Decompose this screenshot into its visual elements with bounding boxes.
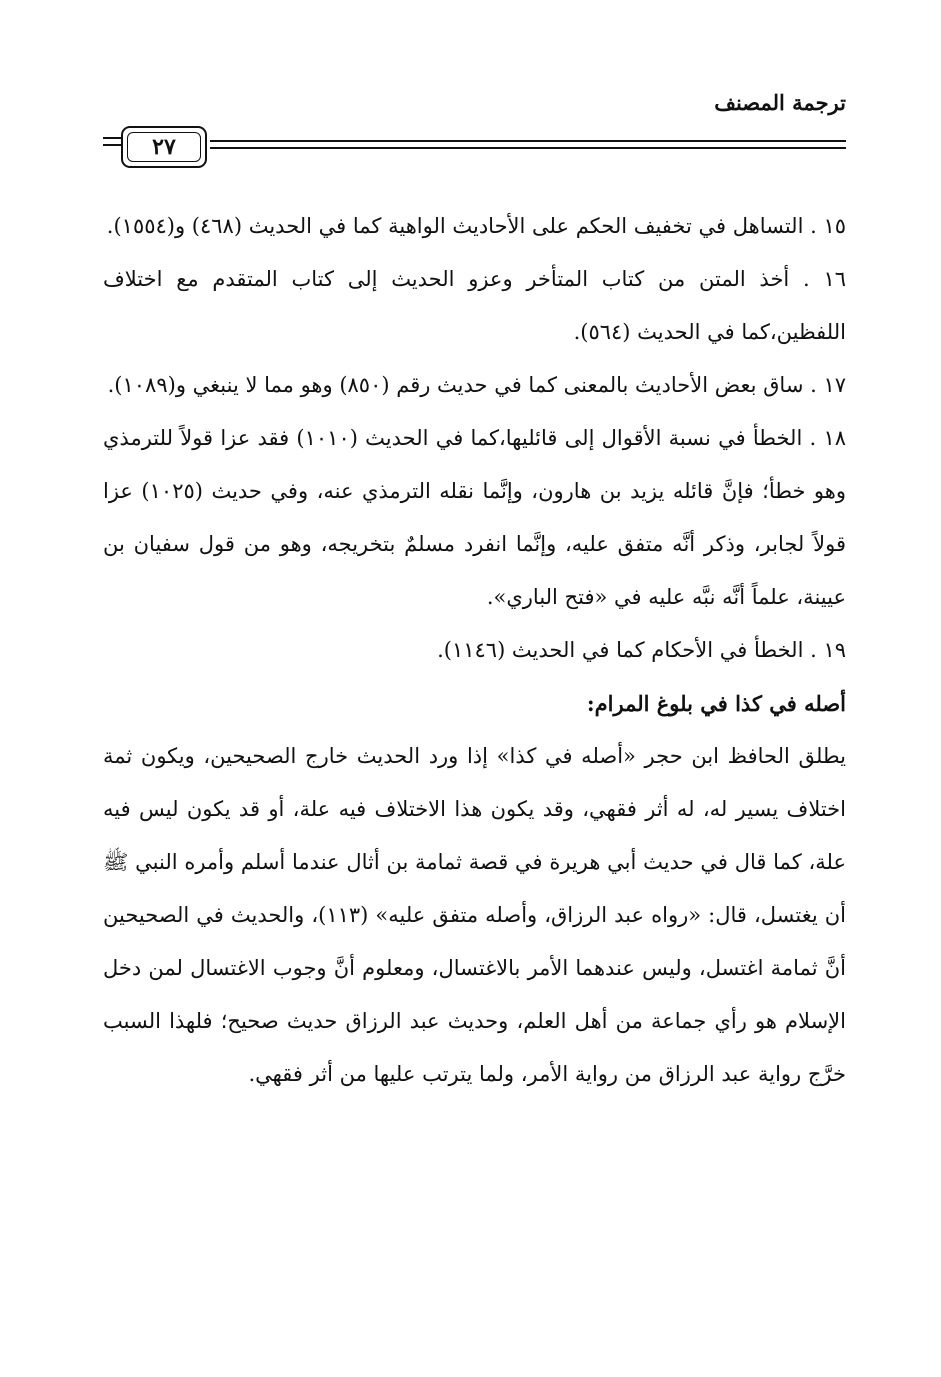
list-item-18: ١٨ . الخطأ في نسبة الأقوال إلى قائليها،كما في الحديث (١٠١٠) فقد عزا قولاً للترمذي وهو خطأ؛ فإنَّ قائله يزيد بن هارون، وإنَّما نقله الترمذي عنه، وفي حديث (١٠٢٥) عزا قولاً لجابر، وذكر أنَّه متفق عليه، وإنَّما انفرد مسلمٌ بتخريجه، وهو من قول سفيان بن عيينة، علماً أنَّه نبَّه عليه في «فتح الباري».: [103, 426, 846, 609]
list-item-16: ١٦ . أخذ المتن من كتاب المتأخر وعزو الحديث إلى كتاب المتقدم مع اختلاف اللفظين،كما في الحديث (٥٦٤).: [103, 267, 846, 344]
header-left-ornament: [103, 137, 121, 153]
section-paragraph: يطلق الحافظ ابن حجر «أصله في كذا» إذا ورد الحديث خارج الصحيحين، ويكون ثمة اختلاف يسير له، له أثر فقهي، وقد يكون هذا الاختلاف فيه علة، أو قد يكون ليس فيه علة، كما قال في حديث أبي هريرة في قصة ثمامة بن أثال عندما أسلم وأمره النبي ﷺ أن يغتسل، قال: «رواه عبد الرزاق، وأصله متفق عليه» (١١٣)، والحديث في الصحيحين أنَّ ثمامة اغتسل، وليس عندهما الأمر بالاغتسال، ومعلوم أنَّ وجوب الاغتسال لمن دخل الإسلام هو رأي جماعة من أهل العلم، وحديث عبد الرزاق حديث صحيح؛ فلهذا السبب خرَّج رواية عبد الرزاق من رواية الأمر، ولما يترتب عليها من أثر فقهي.: [103, 744, 846, 1086]
running-title: ترجمة المصنف: [714, 90, 846, 115]
page-number: ٢٧: [121, 126, 207, 168]
list-item-19: ١٩ . الخطأ في الأحكام كما في الحديث (١١٤٦).: [437, 638, 846, 662]
header-rule-top: [210, 140, 846, 142]
list-item-15: ١٥ . التساهل في تخفيف الحكم على الأحاديث الواهية كما في الحديث (٤٦٨) و(١٥٥٤).: [106, 214, 846, 238]
header-rule-bottom: [210, 147, 846, 149]
page-body: [103, 200, 846, 1101]
section-heading: أصله في كذا في بلوغ المرام:: [586, 691, 846, 716]
list-item-17: ١٧ . ساق بعض الأحاديث بالمعنى كما في حديث رقم (٨٥٠) وهو مما لا ينبغي و(١٠٨٩).: [107, 373, 846, 397]
